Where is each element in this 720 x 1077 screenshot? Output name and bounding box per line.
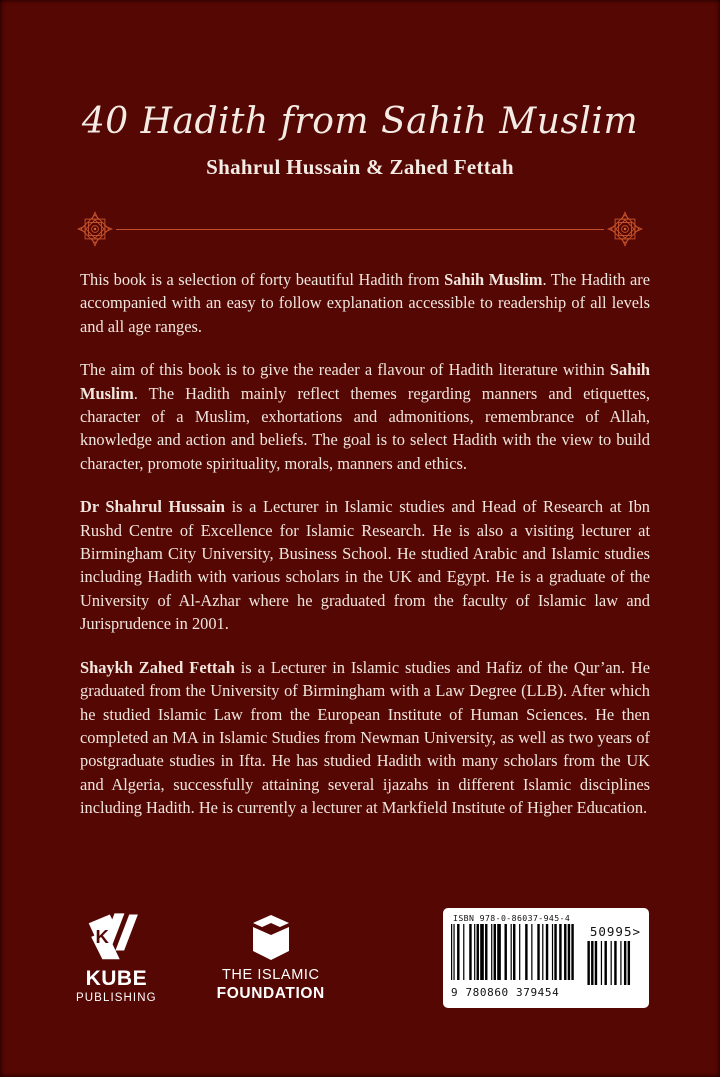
ornamental-divider xyxy=(76,210,644,248)
title-block xyxy=(0,100,720,180)
blurb-emphasis: Dr Shahrul Hussain xyxy=(80,497,225,517)
ean13-digits: 9 780860 379454 xyxy=(451,986,560,999)
blurb-paragraph xyxy=(80,656,650,820)
ean5-addon-barcode xyxy=(585,924,641,990)
svg-text:K: K xyxy=(95,925,110,947)
barcode-panel xyxy=(443,908,649,1008)
islamic-foundation-logo xyxy=(217,912,325,1001)
blurb-emphasis: Sahih Muslim xyxy=(80,360,650,403)
kube-publishing-logo xyxy=(76,912,157,1005)
blurb-paragraph xyxy=(80,268,650,338)
islamic-foundation-line1: THE ISLAMIC xyxy=(221,967,320,983)
kaaba-cube-logo-icon xyxy=(217,912,325,962)
blurb-text: The aim of this book is to give the reader a flavour of Hadith literature within xyxy=(80,360,610,380)
kube-subtitle: PUBLISHING xyxy=(76,992,157,1004)
ean5-addon-digits: 50995> xyxy=(589,924,641,939)
blurb-text: . The Hadith mainly reflect themes regarding manners and etiquettes, character of a Muslim, exhortations and admonitions, remembrance of Allah, knowledge and action and beliefs. The goal is to select Hadith with the view to build character, promote spirituality, morals, manners and ethics. xyxy=(80,383,650,473)
blurb-paragraph xyxy=(80,495,650,635)
ean13-barcode xyxy=(451,924,575,999)
blurb-text: This book is a selection of forty beautiful Hadith from xyxy=(80,270,445,289)
blurb-emphasis: Sahih Muslim xyxy=(444,270,543,289)
eight-point-star-ornament-icon xyxy=(76,210,114,248)
blurb-emphasis: Shaykh Zahed Fettah xyxy=(80,657,235,677)
islamic-foundation-line2: FOUNDATION xyxy=(216,984,325,1002)
book-title: 40 Hadith from Sahih Muslim xyxy=(81,101,639,142)
blurb-paragraph xyxy=(80,358,650,475)
book-authors: Shahrul Hussain & Zahed Fettah xyxy=(206,155,514,179)
publisher-logos xyxy=(76,912,325,1005)
isbn-text: ISBN 978-0-86037-945-4 xyxy=(453,913,571,923)
eight-point-star-ornament-icon xyxy=(606,210,644,248)
blurb-text: is a Lecturer in Islamic studies and Hafiz of the Qur’an. He graduated from the University of Birmingham with a Law Degree (LLB). After which he studied Islamic Law from the European Institute of Human Sciences. He then completed an MA in Islamic Studies from Newman University, as well as two years of postgraduate studies in Ifta. He has studied Hadith with many scholars from the UK and Algeria, successfully attaining several ijazahs in different Islamic disciplines including Hadith. He is currently a lecturer at Markfield Institute of Higher Education. xyxy=(80,657,650,818)
blurb-text: . The Hadith are accompanied with an easy to follow explanation accessible to readership of all levels and all age ranges. xyxy=(80,270,650,336)
blurb-text: is a Lecturer in Islamic studies and Head of Research at Ibn Rushd Centre of Excellence for Islamic Research. He is also a visiting lecturer at Birmingham City University, Business School. He studied Arabic and Islamic studies including Hadith with various scholars in the UK and Egypt. He is a graduate of the University of Al-Azhar where he graduated from the faculty of Islamic law and Jurisprudence in 2001. xyxy=(80,497,650,634)
divider-rule xyxy=(116,229,604,230)
kube-wordmark: KUBE xyxy=(85,967,148,990)
back-cover-blurb xyxy=(80,268,650,820)
kube-k-blocks-logo-icon xyxy=(76,912,157,962)
